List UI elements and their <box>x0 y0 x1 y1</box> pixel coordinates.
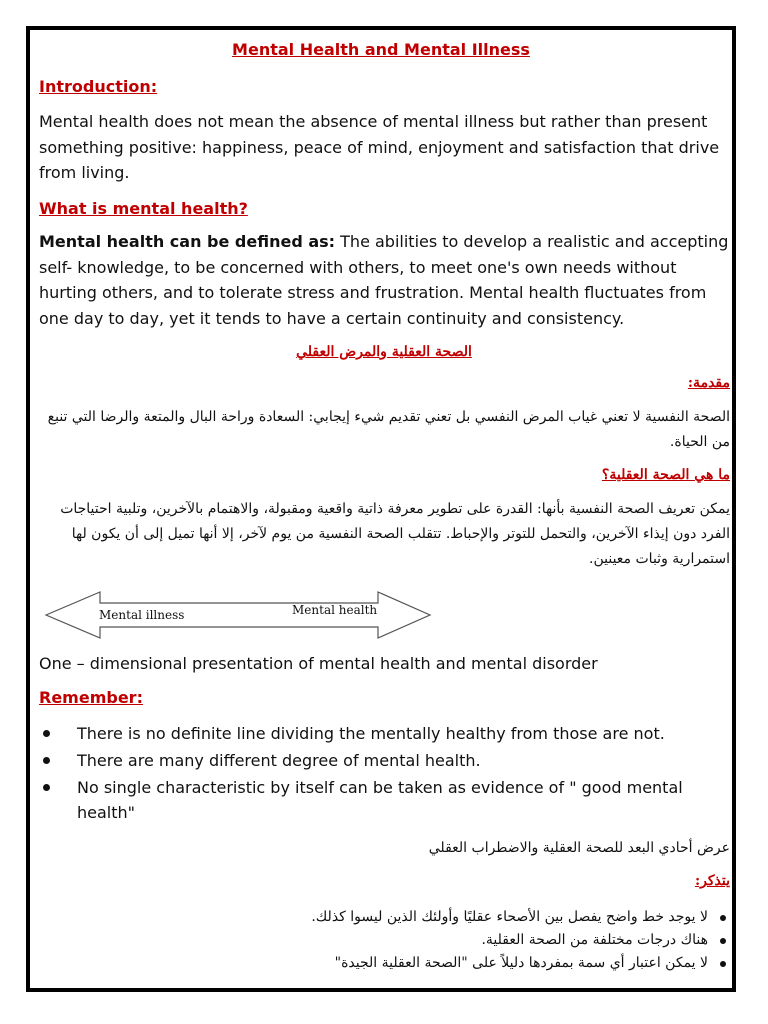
list-item-text: لا يوجد خط واضح يفصل بين الأصحاء عقليًا وأولئك الذين ليسوا كذلك. <box>311 909 708 925</box>
arabic-intro-heading: مقدمة: <box>687 375 730 391</box>
list-item <box>170 906 730 929</box>
list-item-text: لا يمكن اعتبار أي سمة بمفردها دليلاً على "الصحة العقلية الجيدة" <box>334 955 708 971</box>
arabic-caption: عرض أحادي البعد للصحة العقلية والاضطراب العقلي <box>428 840 730 856</box>
definition-heading: What is mental health? <box>39 199 248 218</box>
definition-lead: Mental health can be defined as: <box>39 232 336 251</box>
list-item-text: No single characteristic by itself can be taken as evidence of " good mental health" <box>77 778 683 822</box>
mental-illness-label: Mental illness <box>99 608 185 622</box>
list-item <box>39 721 719 746</box>
bullet-icon <box>720 961 726 967</box>
diagram-caption: One – dimensional presentation of mental health and mental disorder <box>39 654 598 673</box>
list-item <box>170 952 730 975</box>
arabic-definition-heading: ما هي الصحة العقلية؟ <box>601 467 730 483</box>
page-title: Mental Health and Mental Illness <box>232 40 530 59</box>
arabic-definition-text: يمكن تعريف الصحة النفسية بأنها: القدرة على تطوير معرفة ذاتية واقعية ومقبولة، والاهتمام بالآخرين، وتلبية احتياجات الفرد دون إيذاء الآخرين، والتحمل للتوتر والإحباط. تتقلب الصحة النفسية من يوم لآخر، إلا أنها تميل إلى أن يكون لها استمرارية وثبات معينين. <box>60 501 730 567</box>
remember-list <box>39 721 719 827</box>
list-item-text: There is no definite line dividing the mentally healthy from those are not. <box>77 724 665 743</box>
arabic-remember-list <box>170 906 730 975</box>
arabic-intro-text: الصحة النفسية لا تعني غياب المرض النفسي بل تعني تقديم شيء إيجابي: السعادة وراحة البال والمتعة والرضا التي تنبع من الحياة. <box>47 409 730 450</box>
bullet-icon <box>43 757 50 764</box>
list-item-text: هناك درجات مختلفة من الصحة العقلية. <box>481 932 708 948</box>
arabic-title: الصحة العقلية والمرض العقلي <box>296 344 472 360</box>
definition-text: The abilities to develop a realistic and accepting self- knowledge, to be concerned with others, to meet one's own needs without hurting others, and to tolerate stress and frustration. Mental health fluctuates from one day to day, yet it tends to have a certain continuity and consistency. <box>39 232 729 328</box>
mental-health-continuum-diagram <box>44 590 434 640</box>
list-item <box>39 748 719 773</box>
arabic-remember-heading: يتذكر: <box>694 873 730 889</box>
definition-paragraph <box>39 229 729 331</box>
remember-heading: Remember: <box>39 688 143 707</box>
introduction-text: Mental health does not mean the absence of mental illness but rather than present something positive: happiness, peace of mind, enjoyment and satisfaction that drive from living. <box>39 112 720 182</box>
list-item <box>39 775 719 825</box>
introduction-heading: Introduction: <box>39 77 158 96</box>
list-item <box>170 929 730 952</box>
list-item-text: There are many different degree of mental health. <box>77 751 481 770</box>
bullet-icon <box>720 938 726 944</box>
bullet-icon <box>43 784 50 791</box>
bullet-icon <box>43 730 50 737</box>
bullet-icon <box>720 915 726 921</box>
mental-health-label: Mental health <box>292 603 378 617</box>
